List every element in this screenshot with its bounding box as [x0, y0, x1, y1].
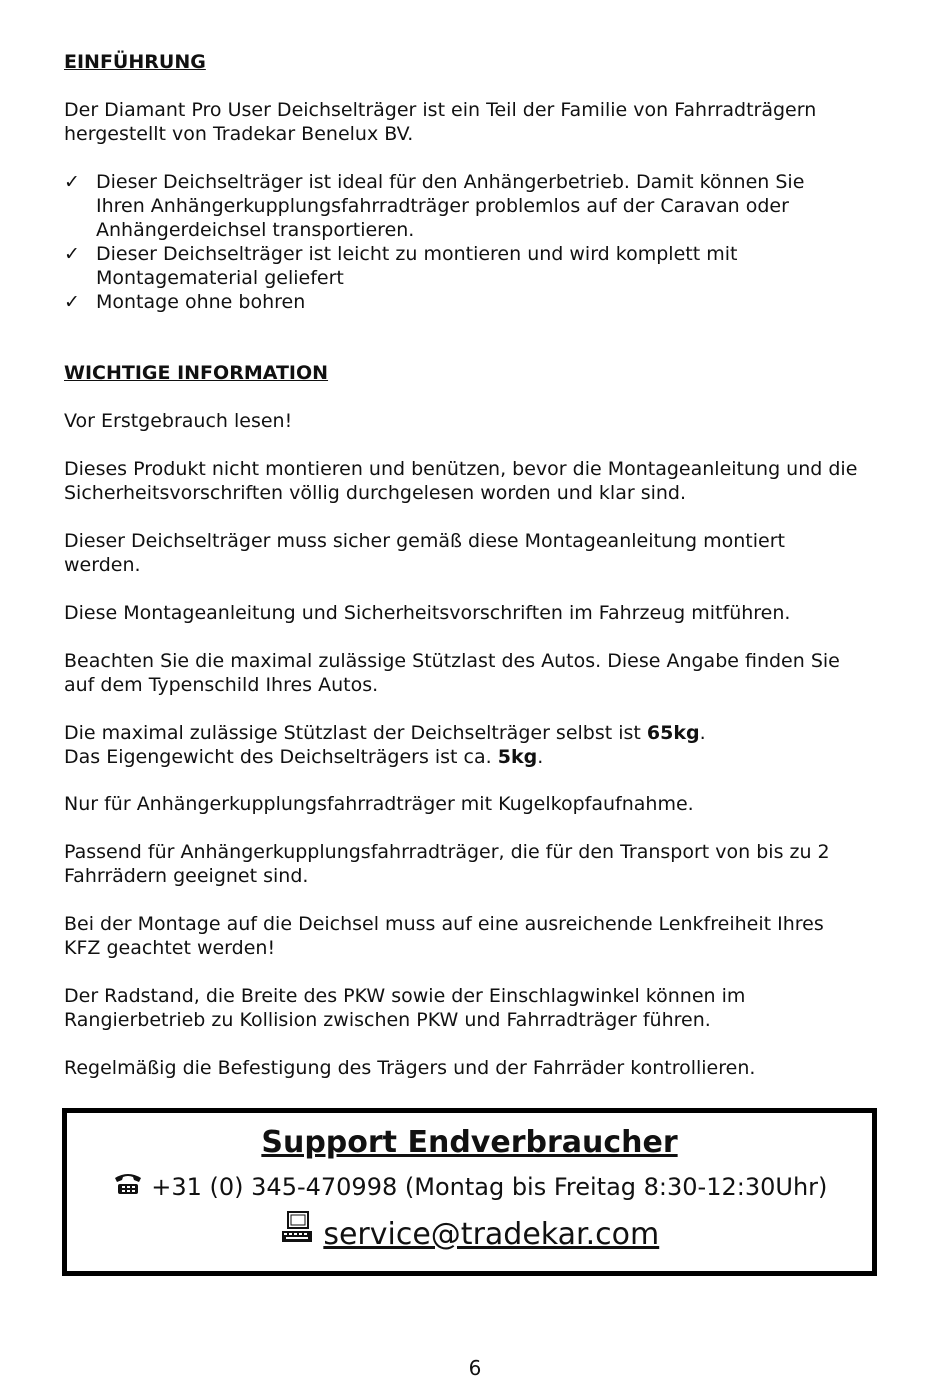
computer-icon — [280, 1210, 314, 1253]
paragraph-line: Vor Erstgebrauch lesen! — [64, 410, 293, 432]
paragraph-line: Regelmäßig die Befestigung des Trägers und der Fahrräder kontrollieren. — [64, 1057, 756, 1079]
paragraph-line: Rangierbetrieb zu Kollision zwischen PKW und Fahrradträger führen. — [64, 1009, 711, 1031]
page-number: 6 — [468, 1356, 482, 1380]
important-paragraph — [64, 649, 894, 697]
text-run: Das Eigengewicht des Deichselträgers ist ca. — [64, 746, 498, 768]
paragraph-line: Bei der Montage auf die Deichsel muss auf eine ausreichende Lenkfreiheit Ihres — [64, 913, 824, 935]
checklist-line: Ihren Anhängerkupplungsfahrradträger problemlos auf der Caravan oder — [96, 195, 789, 217]
paragraph-line — [64, 745, 894, 769]
paragraph-line: Der Radstand, die Breite des PKW sowie der Einschlagwinkel können im — [64, 985, 746, 1007]
check-icon: ✓ — [64, 291, 80, 313]
check-icon: ✓ — [64, 243, 80, 265]
important-paragraph — [64, 984, 894, 1032]
support-email-link[interactable]: service@tradekar.com — [323, 1217, 660, 1252]
paragraph-line: Passend für Anhängerkupplungsfahrradträger, die für den Transport von bis zu 2 — [64, 841, 830, 863]
important-paragraph — [64, 912, 894, 960]
intro-paragraph-line: Der Diamant Pro User Deichselträger ist ein Teil der Familie von Fahrradträgern — [64, 99, 817, 121]
checklist-item — [64, 290, 894, 314]
paragraph-line: Diese Montageanleitung und Sicherheitsvorschriften im Fahrzeug mitführen. — [64, 602, 791, 624]
paragraph-line: auf dem Typenschild Ihres Autos. — [64, 674, 379, 696]
checklist-item — [64, 170, 894, 242]
important-paragraph — [64, 457, 894, 505]
intro-paragraph-line: hergestellt von Tradekar Benelux BV. — [64, 123, 414, 145]
important-heading: WICHTIGE INFORMATION — [64, 362, 329, 384]
checklist-line: Dieser Deichselträger ist leicht zu montieren und wird komplett mit — [96, 243, 738, 265]
paragraph-line: KFZ geachtet werden! — [64, 937, 276, 959]
check-icon: ✓ — [64, 171, 80, 193]
paragraph-line: Nur für Anhängerkupplungsfahrradträger mit Kugelkopfaufnahme. — [64, 793, 694, 815]
paragraph-line: Sicherheitsvorschriften völlig durchgelesen worden und klar sind. — [64, 482, 687, 504]
text-run: . — [699, 722, 706, 744]
support-email — [67, 1210, 872, 1253]
important-paragraph — [64, 409, 894, 433]
checklist-item — [64, 242, 894, 290]
support-title: Support Endverbraucher — [261, 1125, 678, 1160]
support-phone-text: +31 (0) 345-470998 (Montag bis Freitag 8:30-12:30Uhr) — [151, 1173, 828, 1201]
important-paragraph — [64, 601, 894, 625]
paragraph-line: Beachten Sie die maximal zulässige Stützlast des Autos. Diese Angabe finden Sie — [64, 650, 840, 672]
support-phone — [67, 1171, 872, 1202]
checklist-line: Anhängerdeichsel transportieren. — [96, 219, 415, 241]
paragraph-line — [64, 721, 894, 745]
important-paragraph — [64, 721, 894, 769]
checklist-line: Montage ohne bohren — [96, 291, 306, 313]
paragraph-line: Dieses Produkt nicht montieren und benützen, bevor die Montageanleitung und die — [64, 458, 858, 480]
paragraph-line: werden. — [64, 554, 141, 576]
text-run: Die maximal zulässige Stützlast der Deichselträger selbst ist — [64, 722, 647, 744]
important-paragraph — [64, 840, 894, 888]
own-weight-value: 5kg — [497, 746, 538, 768]
paragraph-line: Fahrrädern geeignet sind. — [64, 865, 309, 887]
checklist-line: Montagematerial geliefert — [96, 267, 344, 289]
text-run: . — [537, 746, 544, 768]
checklist-line: Dieser Deichselträger ist ideal für den Anhängerbetrieb. Damit können Sie — [96, 171, 805, 193]
feature-checklist — [64, 170, 894, 314]
paragraph-line: Dieser Deichselträger muss sicher gemäß diese Montageanleitung montiert — [64, 530, 785, 552]
telephone-icon — [112, 1171, 144, 1202]
important-paragraph — [64, 792, 894, 816]
intro-heading: EINFÜHRUNG — [64, 51, 206, 73]
max-load-value: 65kg — [646, 722, 700, 744]
intro-paragraph — [64, 98, 894, 146]
support-box — [62, 1108, 877, 1276]
important-paragraph — [64, 1056, 894, 1080]
important-paragraph — [64, 529, 894, 577]
